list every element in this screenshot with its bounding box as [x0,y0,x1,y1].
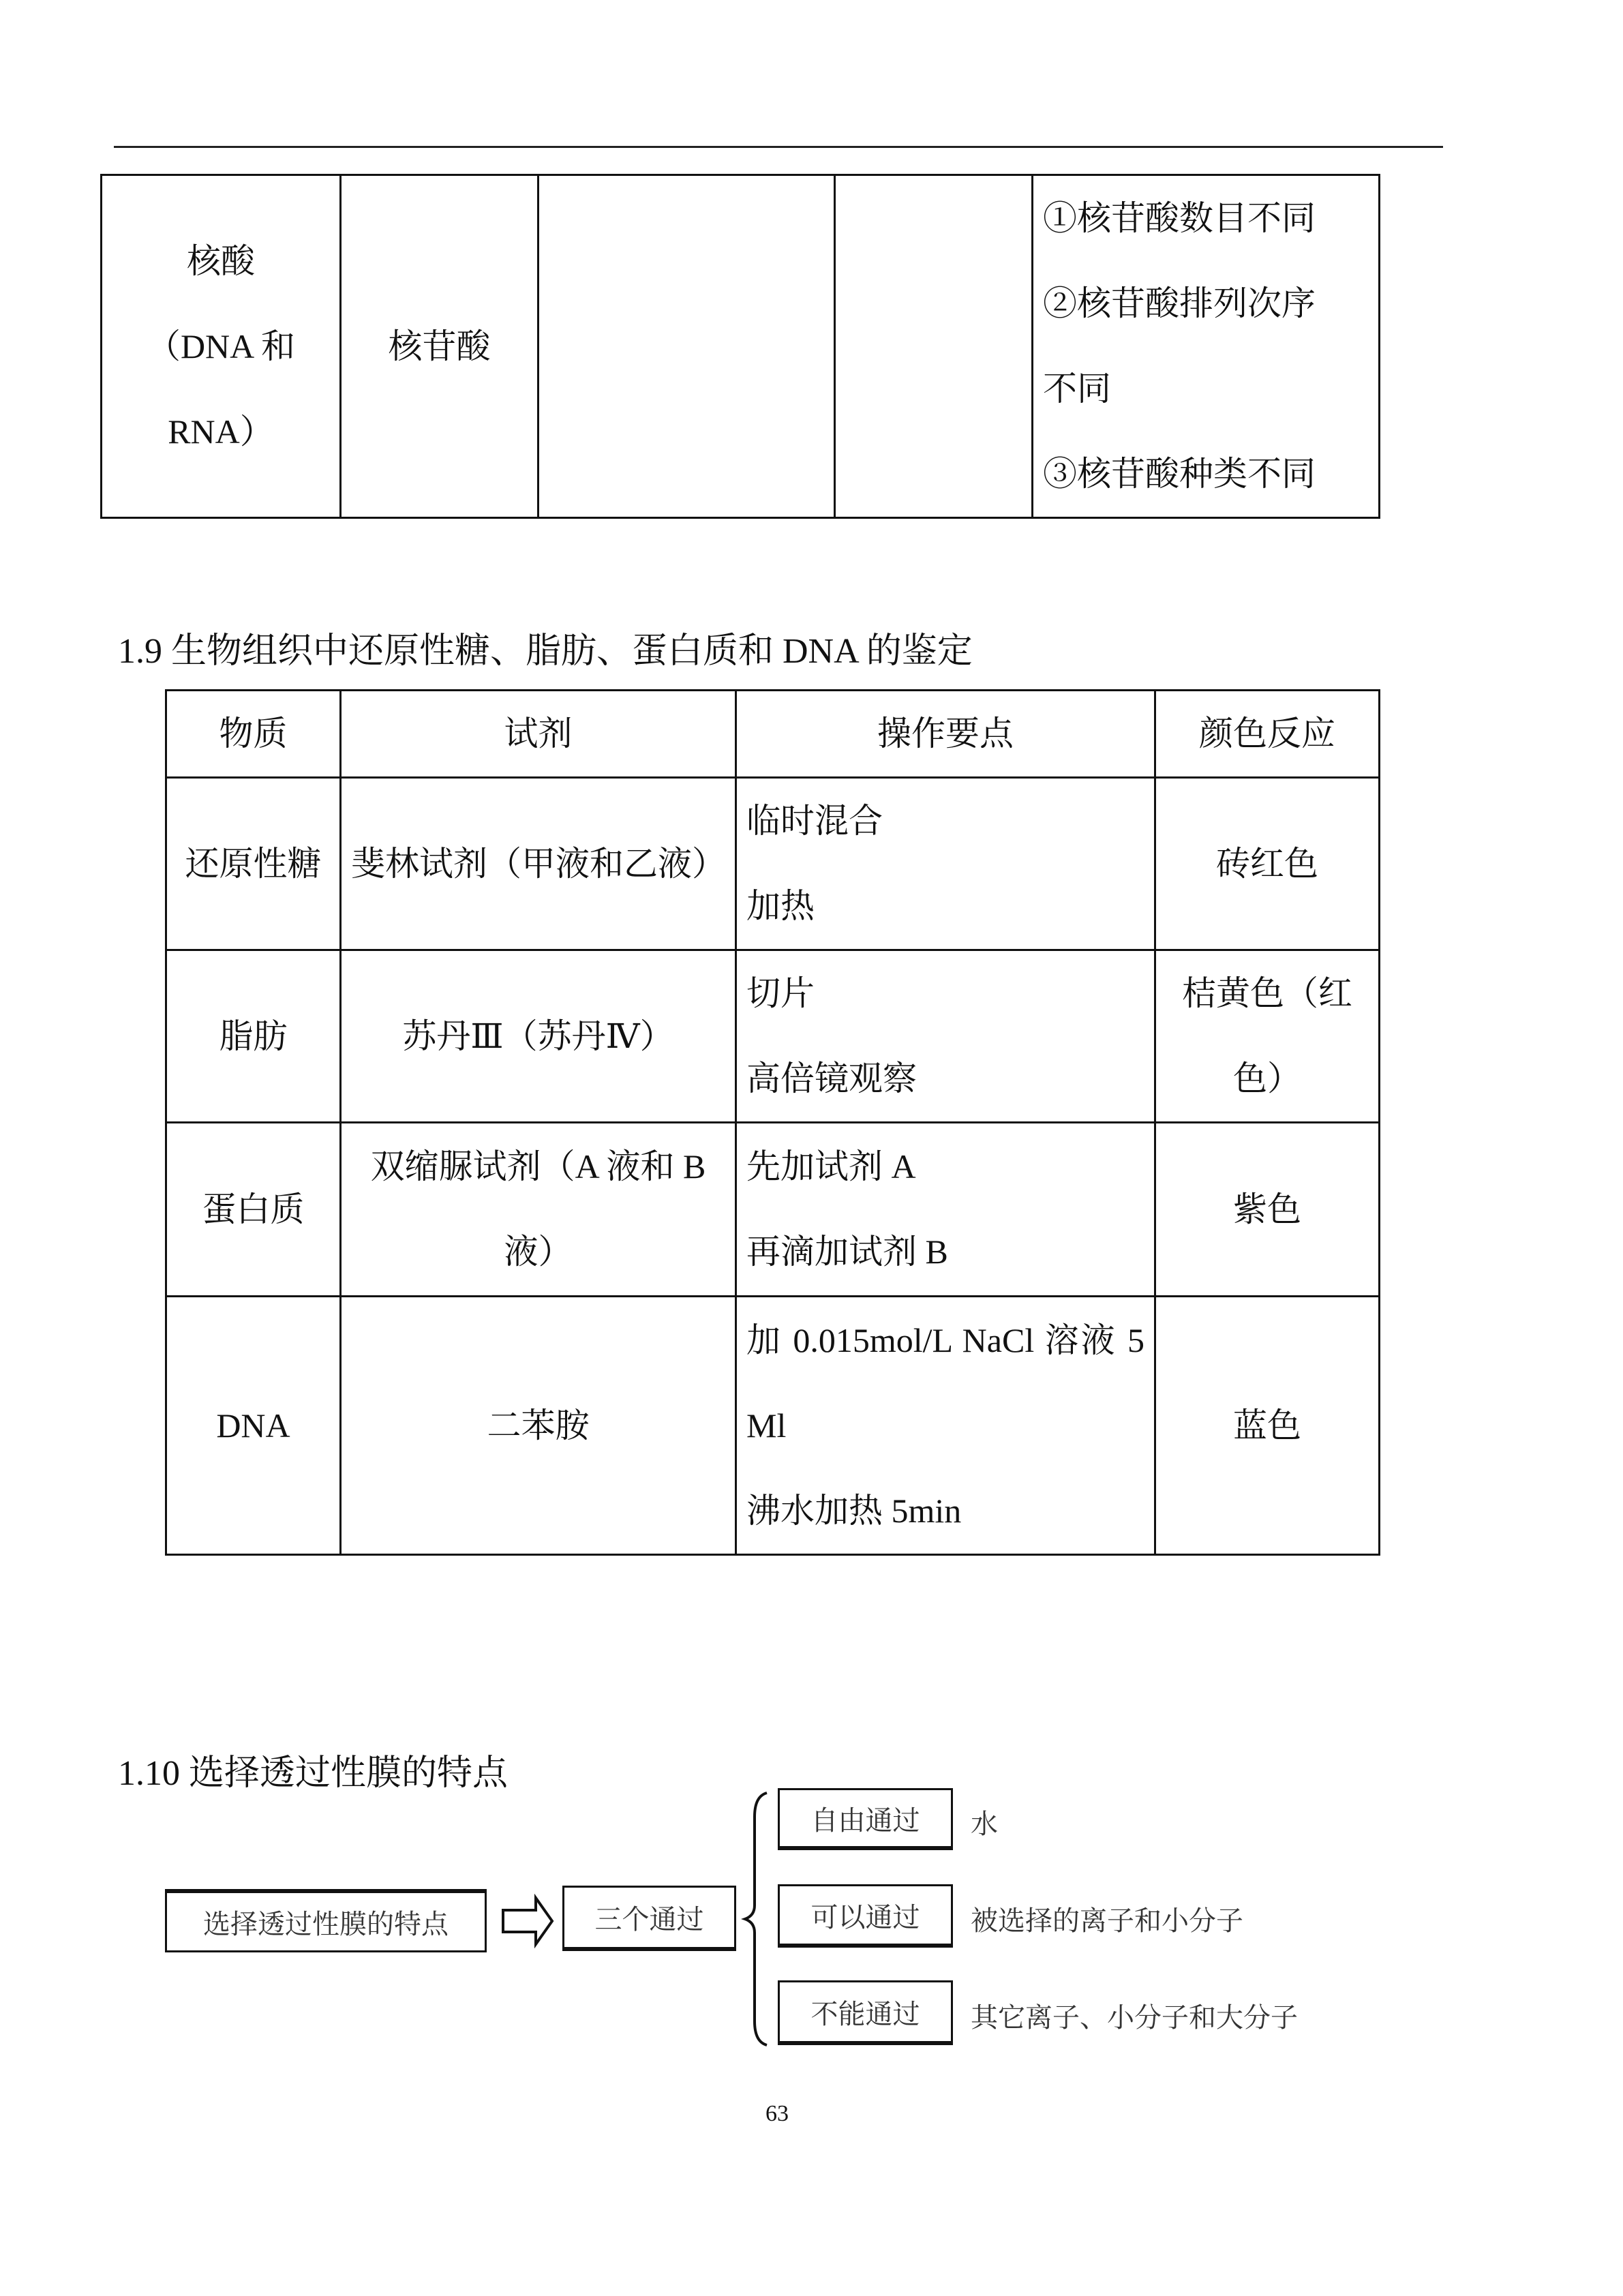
table-row [166,950,1380,1123]
header-cell: 试剂 [341,691,736,778]
page-number: 63 [765,2101,789,2126]
section-heading-1-9: 1.9 生物组织中还原性糖、脂肪、蛋白质和 DNA 的鉴定 [118,632,973,671]
header-rule [114,146,1443,148]
table-row [166,778,1380,950]
reagent-cell: 苏丹Ⅲ（苏丹Ⅳ） [341,950,736,1123]
header-cell: 操作要点 [736,691,1155,778]
unit-cell: 核苷酸 [341,175,539,518]
reagent-cell: 双缩脲试剂（A 液和 B 液） [341,1123,736,1297]
substance-cell: 脂肪 [166,950,341,1123]
diversity-cell: ①核苷酸数目不同 ②核苷酸排列次序 不同 ③核苷酸种类不同 [1033,175,1380,518]
substance-cell: DNA [166,1297,341,1555]
empty-cell [835,175,1033,518]
color-cell: 砖红色 [1155,778,1380,950]
header-cell: 物质 [166,691,341,778]
empty-cell [539,175,835,518]
table-row [166,1297,1380,1555]
arrow-right-icon [500,1894,555,1948]
section-heading-1-10: 1.10 选择透过性膜的特点 [118,1754,509,1793]
steps-cell: 加 0.015mol/L NaCl 溶液 5Ml 沸水加热 5min [736,1297,1155,1555]
root-box: 选择透过性膜的特点 [165,1889,487,1952]
branch-box-selective: 可以通过 [778,1884,953,1948]
identification-table [165,689,1380,1556]
branch-box-free: 自由通过 [778,1788,953,1850]
steps-cell: 临时混合 加热 [736,778,1155,950]
branch-desc-selective: 被选择的离子和小分子 [971,1905,1243,1937]
header-cell: 颜色反应 [1155,691,1380,778]
branch-box-blocked: 不能通过 [778,1980,953,2045]
branch-desc-free: 水 [971,1809,998,1840]
color-cell: 桔黄色（红色） [1155,950,1380,1123]
color-cell: 紫色 [1155,1123,1380,1297]
table-row [166,1123,1380,1297]
nucleic-acid-table [100,174,1380,519]
color-cell: 蓝色 [1155,1297,1380,1555]
steps-cell: 切片 高倍镜观察 [736,950,1155,1123]
substance-cell: 核酸 （DNA 和 RNA） [102,175,341,518]
substance-cell: 还原性糖 [166,778,341,950]
substance-cell: 蛋白质 [166,1123,341,1297]
middle-box: 三个通过 [562,1886,736,1951]
branch-desc-blocked: 其它离子、小分子和大分子 [971,2002,1298,2034]
reagent-cell: 二苯胺 [341,1297,736,1555]
steps-cell: 先加试剂 A 再滴加试剂 B [736,1123,1155,1297]
brace-icon [740,1789,774,2049]
reagent-cell: 斐林试剂（甲液和乙液） [341,778,736,950]
